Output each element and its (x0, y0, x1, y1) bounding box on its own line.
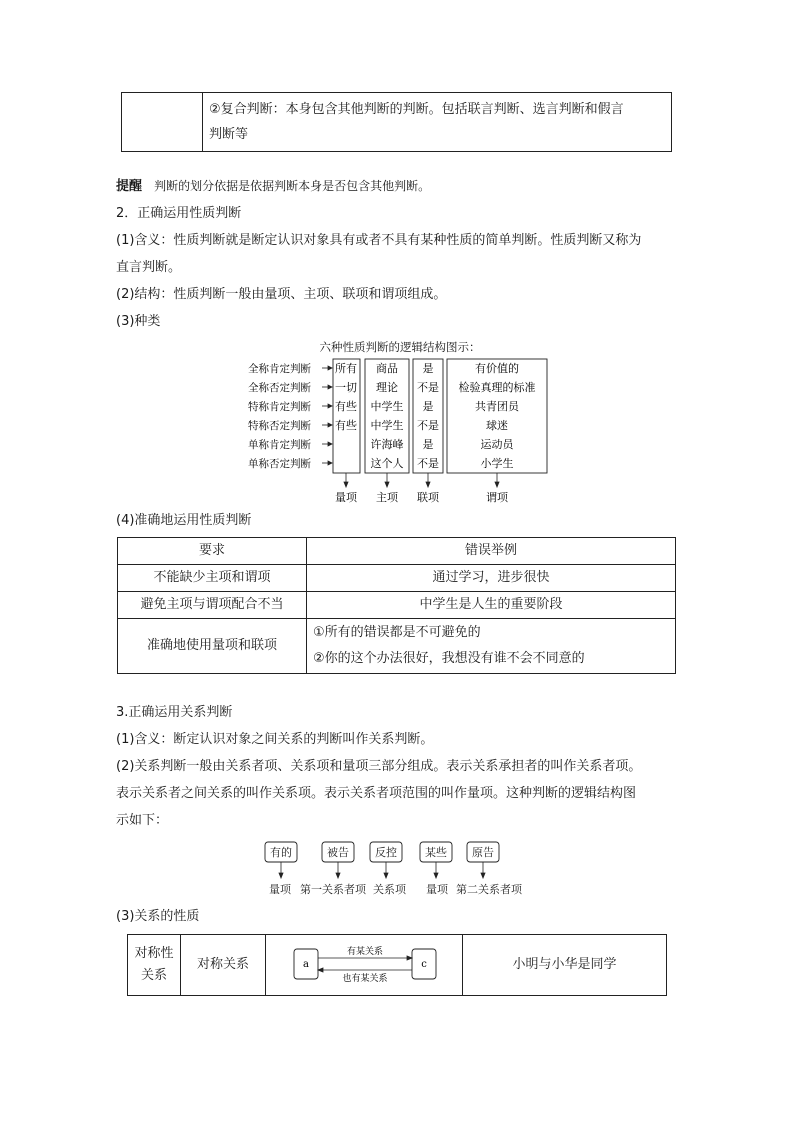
diagram2-labels (269, 882, 523, 896)
label-copula: 联项 (417, 491, 439, 504)
diagram1-subjects (371, 361, 404, 470)
relation-structure-diagram (258, 838, 538, 900)
predicate-text: 球迷 (486, 419, 508, 432)
quantifier-text: 有些 (335, 400, 357, 413)
label-quantifier: 量项 (335, 491, 357, 504)
subject-text: 中学生 (370, 400, 404, 413)
copula-text: 不是 (417, 457, 439, 470)
table-row (128, 935, 667, 996)
top-table (121, 92, 672, 152)
diagram2-arrows (279, 862, 485, 878)
predicate-text: 检验真理的标准 (458, 381, 536, 394)
box-text: 某些 (425, 846, 447, 859)
quantifier-text: 所有 (335, 362, 357, 375)
copula-box (413, 359, 443, 473)
diagram1-copulas (417, 362, 439, 470)
copula-text: 是 (422, 438, 434, 451)
diagram1-types (248, 362, 311, 470)
predicate-text: 运动员 (480, 438, 514, 451)
copula-text: 不是 (417, 419, 439, 432)
sec3-heading: 3.正确运用关系判断 (116, 705, 233, 720)
diagram1-down-arrows (344, 473, 499, 487)
cell-relation-diagram (266, 935, 463, 996)
relation-arrows (318, 956, 412, 972)
top-table-line1: ②复合判断：本身包含其他判断的判断。包括联言判断、选言判断和假言 (209, 102, 624, 117)
type-label: 单称肯定判断 (248, 439, 311, 451)
row-example (307, 619, 676, 674)
row-requirement: 不能缺少主项和谓项 (118, 565, 307, 592)
diagram1-arrows (322, 366, 332, 465)
sec3-p2-line3: 示如下： (116, 813, 169, 828)
node-a-label: a (303, 959, 309, 970)
type-label: 特称肯定判断 (248, 401, 311, 413)
row-example: 中学生是人生的重要阶段 (307, 592, 676, 619)
copula-text: 是 (422, 362, 434, 375)
sec3-p2-line2: 表示关系者之间关系的叫作关系项。表示关系者项范围的叫作量项。这种判断的逻辑结构图 (116, 786, 637, 801)
label-text: 量项 (269, 883, 291, 896)
table-row (118, 565, 676, 592)
predicate-text: 小学生 (480, 457, 514, 470)
row-requirement: 准确地使用量项和联项 (118, 619, 307, 674)
predicate-box (447, 359, 547, 473)
subject-text: 商品 (376, 362, 398, 375)
label-text: 关系项 (373, 883, 406, 896)
label-text: 第一关系者项 (300, 883, 366, 896)
table-row (118, 619, 676, 674)
arrow-top-label: 有某关系 (346, 947, 384, 957)
copula-text: 是 (422, 400, 434, 413)
sec2-p3: (3)种类 (116, 314, 161, 329)
row-example-line: ①所有的错误都是不可避免的 (313, 625, 481, 640)
sec3-p2-line1: (2)关系判断一般由关系者项、关系项和量项三部分组成。表示关系承担者的叫作关系者项。 (116, 759, 642, 774)
top-table-text-cell (203, 93, 672, 152)
note-text: 判断的划分依据是依据判断本身是否包含其他判断。 (154, 179, 431, 193)
sec2-p4: (4)准确地运用性质判断 (116, 513, 252, 528)
top-table-line2: 判断等 (209, 127, 249, 142)
label-text: 量项 (426, 883, 448, 896)
subject-text: 这个人 (370, 457, 404, 470)
quantifier-box (333, 359, 360, 473)
label-predicate: 谓项 (486, 491, 508, 504)
quantifier-text: 一切 (335, 381, 357, 394)
cell-category (128, 935, 181, 996)
diagram1-boxes (333, 359, 547, 473)
type-label: 全称肯定判断 (248, 363, 311, 375)
header-example: 错误举例 (307, 538, 676, 565)
sec3-p1: (1)含义：断定认识对象之间关系的判断叫作关系判断。 (116, 732, 434, 747)
usage-table (117, 537, 676, 674)
sec2-heading: 2．正确运用性质判断 (116, 206, 242, 221)
type-label: 单称否定判断 (248, 458, 311, 470)
type-label: 特称否定判断 (248, 420, 311, 432)
type-label: 全称否定判断 (248, 382, 311, 394)
subject-text: 理论 (376, 381, 398, 394)
node-c-label: c (421, 959, 427, 970)
row-requirement: 避免主项与谓项配合不当 (118, 592, 307, 619)
copula-text: 不是 (417, 381, 439, 394)
diagram1-predicates (459, 361, 536, 470)
subject-box (365, 359, 409, 473)
categorical-structure-diagram (240, 336, 560, 508)
predicate-text: 有价值的 (475, 362, 519, 375)
cell-relation-name: 对称关系 (181, 935, 266, 996)
row-example: 通过学习，进步很快 (307, 565, 676, 592)
label-subject: 主项 (376, 491, 398, 504)
relation-property-table (127, 934, 667, 996)
row-example-line: ②你的这个办法很好，我想没有谁不会不同意的 (313, 651, 585, 666)
subject-text: 许海峰 (370, 438, 404, 451)
diagram1-quantifiers (335, 362, 357, 432)
note (116, 177, 430, 196)
sec2-p1-line1: (1)含义：性质判断就是断定认识对象具有或者不具有某种性质的简单判断。性质判断又称为 (116, 233, 642, 248)
diagram1-title: 六种性质判断的逻辑结构图示： (319, 340, 481, 354)
cell-category-line2: 关系 (140, 968, 167, 983)
box-text: 有的 (270, 846, 292, 859)
box-text: 被告 (327, 846, 349, 859)
box-text: 原告 (472, 846, 494, 859)
header-requirement: 要求 (118, 538, 307, 565)
table-header-row (118, 538, 676, 565)
note-label: 提醒 (116, 179, 143, 194)
cell-category-line1: 对称性 (134, 946, 174, 961)
box-text: 反控 (375, 846, 397, 859)
quantifier-text: 有些 (335, 419, 357, 432)
sec2-p1-line2: 直言判断。 (116, 260, 182, 275)
predicate-text: 共青团员 (475, 400, 519, 413)
diagram2-box-texts (270, 845, 494, 859)
arrow-bottom-label: 也有某关系 (342, 974, 388, 984)
sec2-p2: (2)结构：性质判断一般由量项、主项、联项和谓项组成。 (116, 287, 447, 302)
cell-example: 小明与小华是同学 (463, 935, 667, 996)
sec3-p3: (3)关系的性质 (116, 909, 200, 924)
diagram1-bottom-labels (335, 491, 509, 504)
subject-text: 中学生 (370, 419, 404, 432)
table-row (118, 592, 676, 619)
symmetric-relation-diagram (266, 935, 462, 995)
top-table-empty-cell (122, 93, 203, 152)
label-text: 第二关系者项 (456, 883, 522, 896)
